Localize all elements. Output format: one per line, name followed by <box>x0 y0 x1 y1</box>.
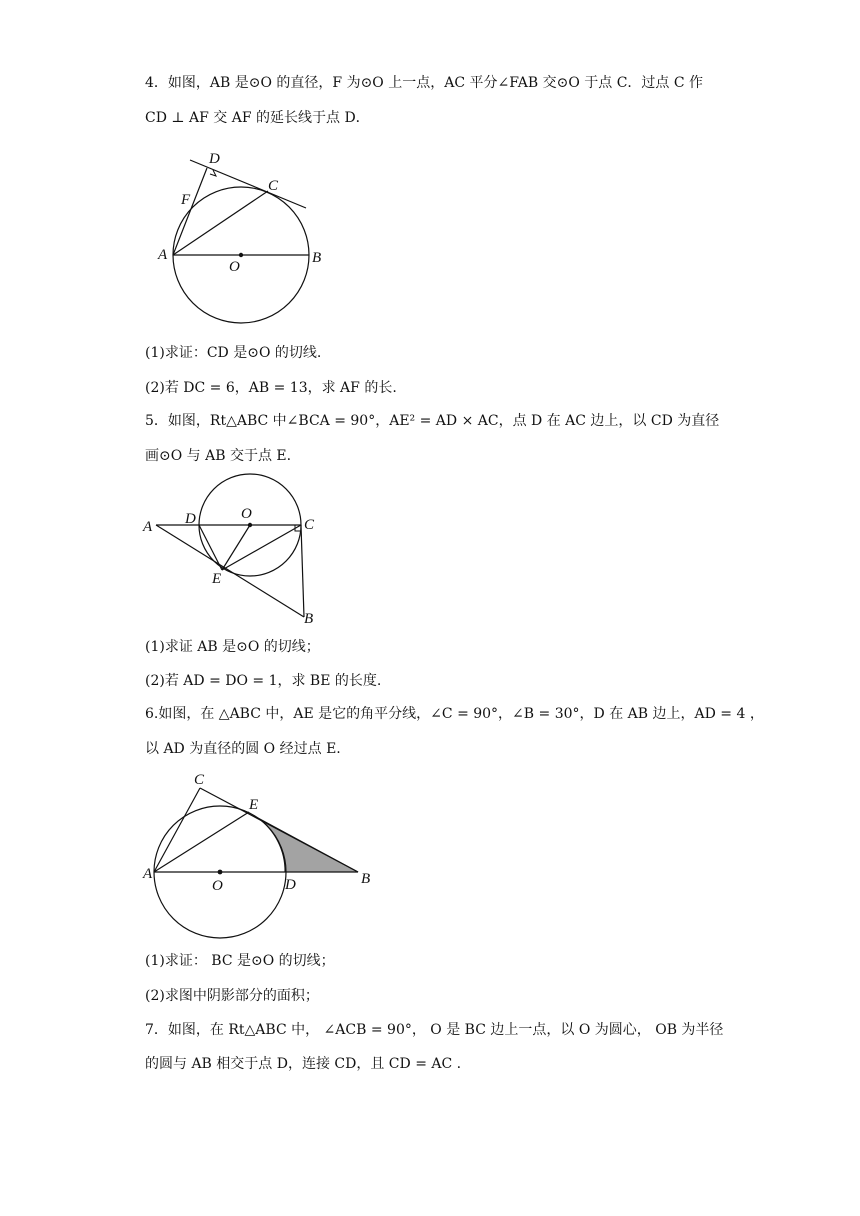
label-c: C <box>194 772 205 788</box>
segment-ab <box>156 525 304 617</box>
problem-4-q2: (2)若 DC = 6，AB = 13，求 AF 的长. <box>145 380 397 396</box>
problem-5-q2: (2)若 AD = DO = 1，求 BE 的长度. <box>145 673 382 689</box>
problem-5-q1: (1)求证 AB 是⊙O 的切线； <box>145 639 320 655</box>
problem-4-q1: (1)求证：CD 是⊙O 的切线. <box>145 345 322 361</box>
label-b: B <box>361 871 371 887</box>
label-c: C <box>304 517 315 533</box>
problem-7-stem-line2: 的圆与 AB 相交于点 D，连接 CD，且 CD = AC . <box>145 1056 462 1072</box>
segment-cb <box>301 525 304 617</box>
label-d: D <box>285 877 296 893</box>
problem-7-stem-line1: 7．如图，在 Rt△ABC 中， ∠ACB = 90°， O 是 BC 边上一点，以 O 为圆心， OB 为半径 <box>145 1022 724 1038</box>
problem-5-stem-line1: 5．如图，Rt△ABC 中∠BCA = 90°，AE² = AD × AC，点 D 在 AC 边上，以 CD 为直径 <box>145 413 720 429</box>
problem-6-q2: (2)求图中阴影部分的面积； <box>145 988 319 1004</box>
label-a: A <box>143 519 153 535</box>
segment-de <box>199 525 222 570</box>
label-o: O <box>241 506 252 522</box>
segment-cb <box>200 788 358 872</box>
problem-4-stem-line2: CD ⊥ AF 交 AF 的延长线于点 D． <box>145 110 370 126</box>
problem-5-stem-line2: 画⊙O 与 AB 交于点 E. <box>145 448 292 464</box>
label-d: D <box>209 151 220 167</box>
segment-oe <box>222 525 250 570</box>
problem-4-stem-line1: 4．如图，AB 是⊙O 的直径，F 为⊙O 上一点，AC 平分∠FAB 交⊙O 于点 C．过点 C 作 <box>145 75 704 91</box>
label-b: B <box>304 611 314 627</box>
center-dot <box>218 870 223 875</box>
problem-6-figure <box>140 765 380 945</box>
problem-6-stem-line1: 6.如图，在 △ABC 中，AE 是它的角平分线，∠C = 90°，∠B = 30°，D 在 AB 边上，AD = 4 ， <box>145 706 764 722</box>
problem-6-q1: (1)求证： BC 是⊙O 的切线； <box>145 953 335 969</box>
problem-5-figure <box>140 470 330 630</box>
center-dot <box>248 523 252 527</box>
label-b: B <box>312 250 322 266</box>
tangent-cd <box>190 160 306 208</box>
problem-4-figure <box>150 145 325 330</box>
label-a: A <box>158 247 168 263</box>
label-f: F <box>181 192 191 208</box>
label-c: C <box>268 178 279 194</box>
segment-ac <box>154 788 200 872</box>
segment-ae <box>154 812 249 872</box>
label-a: A <box>143 866 153 882</box>
problem-6-stem-line2: 以 AD 为直径的圆 O 经过点 E. <box>145 741 341 757</box>
label-o: O <box>229 259 240 275</box>
label-o: O <box>212 878 223 894</box>
label-d: D <box>185 511 196 527</box>
line-ad <box>173 168 207 255</box>
label-e: E <box>212 571 222 587</box>
center-dot <box>239 253 243 257</box>
label-e: E <box>249 797 259 813</box>
segment-ce <box>222 525 301 570</box>
